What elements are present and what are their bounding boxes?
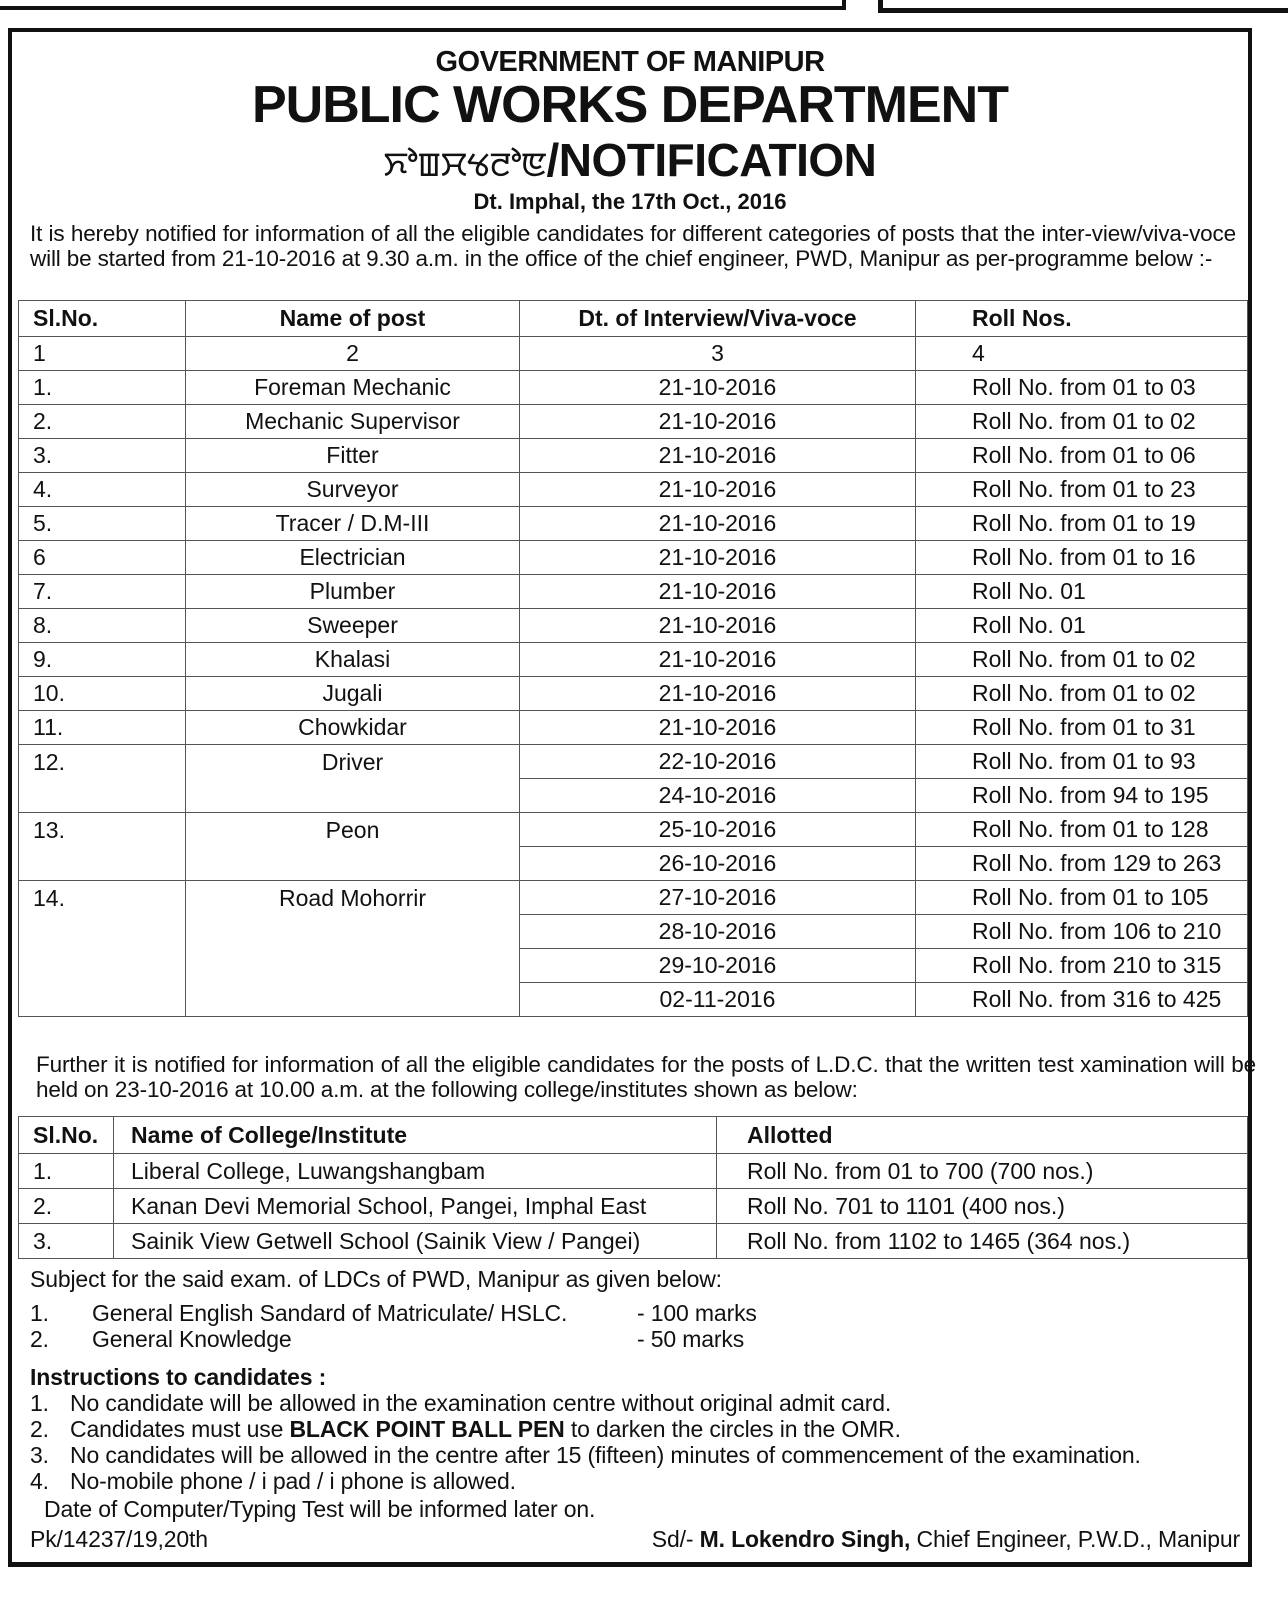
instruction-item [30, 1442, 1240, 1468]
interview-date: 02-11-2016 [520, 983, 916, 1017]
table-row [19, 881, 1248, 915]
serial-number: 5. [19, 507, 186, 541]
interview-date: 21-10-2016 [520, 507, 916, 541]
allotted-rolls: Roll No. 701 to 1101 (400 nos.) [717, 1189, 1248, 1224]
interview-date: 27-10-2016 [520, 881, 916, 915]
serial-number: 13. [19, 813, 186, 881]
interview-date: 21-10-2016 [520, 711, 916, 745]
interview-date: 26-10-2016 [520, 847, 916, 881]
instruction-text: Candidates must use [70, 1416, 290, 1442]
roll-numbers: Roll No. from 01 to 31 [916, 711, 1248, 745]
post-name: Road Mohorrir [186, 881, 520, 1017]
subject-name: General English Sandard of Matriculate/ HSLC. [92, 1300, 568, 1326]
instruction-emphasis: BLACK POINT BALL PEN [289, 1416, 565, 1442]
notification-date: Dt. Imphal, the 17th Oct., 2016 [473, 189, 787, 214]
roll-numbers: Roll No. from 01 to 19 [916, 507, 1248, 541]
sd-prefix: Sd/- [651, 1526, 700, 1552]
interview-date: 21-10-2016 [520, 575, 916, 609]
interview-date: 22-10-2016 [520, 745, 916, 779]
header-allotted: Allotted [717, 1117, 1248, 1154]
top-rule-left [0, 0, 846, 10]
serial-number: 4. [19, 473, 186, 507]
subjects-intro: Subject for the said exam. of LDCs of PWD, Manipur as given below: [30, 1266, 722, 1292]
instruction-number: 2. [30, 1416, 49, 1442]
table-row [19, 711, 1248, 745]
roll-numbers: Roll No. from 01 to 02 [916, 677, 1248, 711]
instruction-text: No-mobile phone / i pad / i phone is allowed. [70, 1468, 516, 1494]
college-name: Liberal College, Luwangshangbam [114, 1154, 717, 1189]
notification-title [12, 134, 1248, 191]
reference-number: Pk/14237/19,20th [30, 1526, 208, 1552]
post-name: Tracer / D.M-III [186, 507, 520, 541]
table-row [19, 1224, 1248, 1259]
table-row [19, 371, 1248, 405]
table-row [19, 473, 1248, 507]
interview-date: 21-10-2016 [520, 643, 916, 677]
meitei-title: ꯈꯣꯡꯆꯠꯂꯣꯟ [383, 146, 547, 184]
header-date: Dt. of Interview/Viva-voce [520, 301, 916, 337]
serial-number: 2. [19, 1189, 114, 1224]
table-row [19, 813, 1248, 847]
serial-number: 9. [19, 643, 186, 677]
allotted-rolls: Roll No. from 1102 to 1465 (364 nos.) [717, 1224, 1248, 1259]
roll-numbers: Roll No. from 01 to 02 [916, 643, 1248, 677]
post-name: Jugali [186, 677, 520, 711]
subject-name: General Knowledge [92, 1326, 292, 1352]
table-row [19, 609, 1248, 643]
serial-number: 6 [19, 541, 186, 575]
notification-frame [8, 28, 1256, 1567]
header-college: Name of College/Institute [114, 1117, 717, 1154]
header-slno: Sl.No. [19, 1117, 114, 1154]
serial-number: 10. [19, 677, 186, 711]
instruction-number: 4. [30, 1468, 49, 1494]
interview-date: 24-10-2016 [520, 779, 916, 813]
post-name: Electrician [186, 541, 520, 575]
header-post: Name of post [186, 301, 520, 337]
column-numbering-row [19, 337, 1248, 371]
serial-number: 1. [19, 1154, 114, 1189]
serial-number: 11. [19, 711, 186, 745]
roll-numbers: Roll No. from 01 to 03 [916, 371, 1248, 405]
col-number: 1 [19, 337, 186, 371]
subjects-list [30, 1300, 1240, 1352]
subject-marks: - 100 marks [637, 1300, 757, 1326]
roll-numbers: Roll No. from 106 to 210 [916, 915, 1248, 949]
table-row [19, 1189, 1248, 1224]
post-name: Peon [186, 813, 520, 881]
college-name: Sainik View Getwell School (Sainik View / Pangei) [114, 1224, 717, 1259]
interview-date: 21-10-2016 [520, 405, 916, 439]
subject-number: 2. [30, 1326, 49, 1352]
serial-number: 14. [19, 881, 186, 1017]
table-row [19, 575, 1248, 609]
instruction-text: No candidate will be allowed in the examination centre without original admit card. [70, 1390, 892, 1416]
col-number: 2 [186, 337, 520, 371]
post-name: Fitter [186, 439, 520, 473]
roll-numbers: Roll No. from 94 to 195 [916, 779, 1248, 813]
subject-number: 1. [30, 1300, 49, 1326]
post-name: Mechanic Supervisor [186, 405, 520, 439]
table-row [19, 507, 1248, 541]
serial-number: 7. [19, 575, 186, 609]
post-name: Foreman Mechanic [186, 371, 520, 405]
table-header-row [19, 301, 1248, 337]
ldc-notice: Further it is notified for information of all the eligible candidates for the posts of L.D.C. that the written test xamination will be held on 23-10-2016 at 10.00 a.m. at the following college/institutes shown as below: [36, 1052, 1256, 1102]
top-rule-right [878, 0, 1288, 13]
government-title: GOVERNMENT OF MANIPUR [435, 46, 825, 78]
signatory-name: M. Lokendro Singh, [699, 1526, 911, 1552]
roll-numbers: Roll No. from 01 to 16 [916, 541, 1248, 575]
serial-number: 12. [19, 745, 186, 813]
instruction-item [30, 1390, 1240, 1416]
roll-numbers: Roll No. from 129 to 263 [916, 847, 1248, 881]
interview-date: 21-10-2016 [520, 609, 916, 643]
instruction-number: 1. [30, 1390, 49, 1416]
table-row [19, 439, 1248, 473]
post-name: Driver [186, 745, 520, 813]
interview-date: 21-10-2016 [520, 473, 916, 507]
intro-paragraph: It is hereby notified for information of all the eligible candidates for different categories of posts that the inter-view/viva-voce will be started from 21-10-2016 at 9.30 a.m. in the office of the chief engineer, PWD, Manipur as per-programme below :- [30, 221, 1236, 271]
signature-line [652, 1524, 1240, 1554]
table-row [19, 541, 1248, 575]
department-title: PUBLIC WORKS DEPARTMENT [251, 76, 1008, 134]
header-slno: Sl.No. [19, 301, 186, 337]
instruction-number: 3. [30, 1442, 49, 1468]
interview-date: 21-10-2016 [520, 541, 916, 575]
interview-table-body [19, 371, 1248, 1017]
college-name: Kanan Devi Memorial School, Pangei, Imphal East [114, 1189, 717, 1224]
serial-number: 2. [19, 405, 186, 439]
subject-item [30, 1326, 1240, 1352]
serial-number: 1. [19, 371, 186, 405]
interview-date: 29-10-2016 [520, 949, 916, 983]
lower-section [30, 1266, 1240, 1554]
post-name: Sweeper [186, 609, 520, 643]
roll-numbers: Roll No. from 210 to 315 [916, 949, 1248, 983]
post-name: Khalasi [186, 643, 520, 677]
instruction-item [30, 1416, 1240, 1442]
typing-test-note: Date of Computer/Typing Test will be informed later on. [44, 1496, 596, 1522]
roll-numbers: Roll No. from 01 to 06 [916, 439, 1248, 473]
post-name: Surveyor [186, 473, 520, 507]
table-row [19, 405, 1248, 439]
header-roll: Roll Nos. [916, 301, 1248, 337]
table-header-row [19, 1117, 1248, 1154]
roll-numbers: Roll No. from 01 to 02 [916, 405, 1248, 439]
post-name: Chowkidar [186, 711, 520, 745]
interview-date: 21-10-2016 [520, 677, 916, 711]
roll-numbers: Roll No. from 01 to 128 [916, 813, 1248, 847]
roll-numbers: Roll No. from 01 to 23 [916, 473, 1248, 507]
instructions-list [30, 1390, 1240, 1494]
instruction-text: No candidates will be allowed in the centre after 15 (fifteen) minutes of commencement of the examination. [70, 1442, 1141, 1468]
serial-number: 3. [19, 1224, 114, 1259]
instructions-title: Instructions to candidates : [30, 1364, 327, 1390]
table-row [19, 1154, 1248, 1189]
post-name: Plumber [186, 575, 520, 609]
centre-table-body [19, 1154, 1248, 1259]
notification-label: /NOTIFICATION [546, 134, 877, 186]
serial-number: 3. [19, 439, 186, 473]
roll-numbers: Roll No. from 01 to 93 [916, 745, 1248, 779]
subject-marks: - 50 marks [637, 1326, 745, 1352]
instruction-text: to darken the circles in the OMR. [564, 1416, 901, 1442]
footer [30, 1524, 1240, 1554]
interview-date: 21-10-2016 [520, 439, 916, 473]
table-row [19, 643, 1248, 677]
signatory-designation: Chief Engineer, P.W.D., Manipur [910, 1526, 1240, 1552]
centre-table [18, 1116, 1248, 1259]
table-row [19, 677, 1248, 711]
interview-date: 25-10-2016 [520, 813, 916, 847]
col-number: 3 [520, 337, 916, 371]
table-row [19, 745, 1248, 779]
roll-numbers: Roll No. 01 [916, 575, 1248, 609]
instruction-item [30, 1468, 1240, 1494]
subject-item [30, 1300, 1240, 1326]
roll-numbers: Roll No. from 01 to 105 [916, 881, 1248, 915]
interview-date: 21-10-2016 [520, 371, 916, 405]
interview-table [18, 300, 1248, 1017]
allotted-rolls: Roll No. from 01 to 700 (700 nos.) [717, 1154, 1248, 1189]
roll-numbers: Roll No. 01 [916, 609, 1248, 643]
interview-date: 28-10-2016 [520, 915, 916, 949]
serial-number: 8. [19, 609, 186, 643]
roll-numbers: Roll No. from 316 to 425 [916, 983, 1248, 1017]
col-number: 4 [916, 337, 1248, 371]
